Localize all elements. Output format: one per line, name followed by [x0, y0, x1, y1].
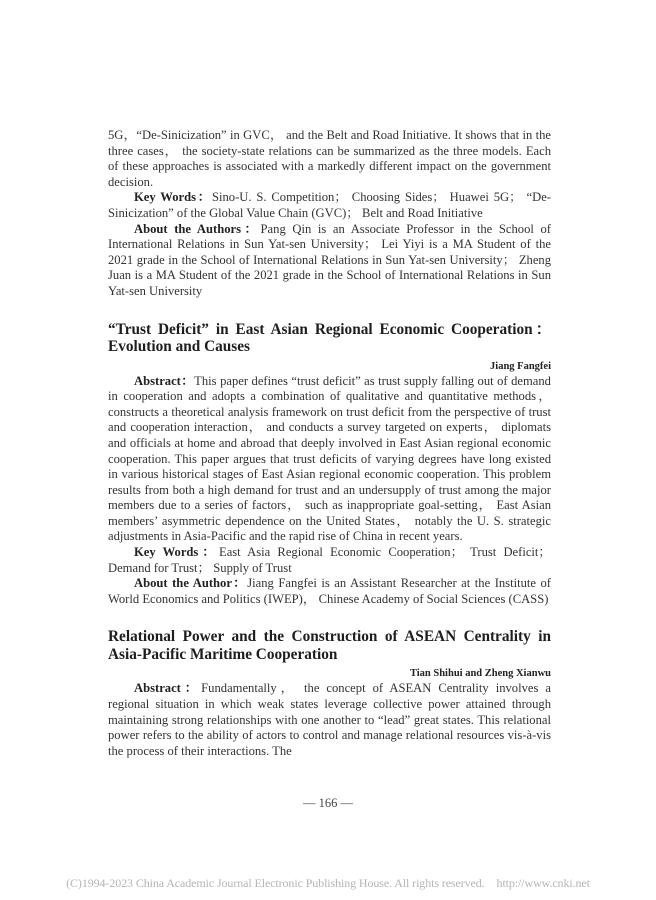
- abstract-continuation: 5G，“De-Sinicization” in GVC， and the Belt and Road Initiative. It shows that in the three cases， the society-state relations can be summarized as the three models. Each of these approaches is associated with a markedly different impact on the government decision.: [108, 128, 551, 189]
- article-title: Relational Power and the Construction of ASEAN Centrality in Asia-Pacific Maritime Cooperation: [108, 628, 551, 663]
- copyright-text: (C)1994-2023 China Academic Journal Electronic Publishing House. All rights reserved.: [66, 876, 485, 890]
- key-words-label: Key Words：: [134, 545, 219, 560]
- abstract-label: Abstract：: [134, 681, 202, 696]
- previous-article-continuation: [108, 128, 551, 300]
- about-author-paragraph: [108, 576, 551, 607]
- key-words-text: East Asia Regional Economic Cooperation； Trust Deficit； Demand for Trust； Supply of Trust: [108, 545, 552, 575]
- article-trust-deficit: [108, 321, 551, 608]
- article-title: “Trust Deficit” in East Asian Regional Economic Cooperation： Evolution and Causes: [108, 320, 551, 356]
- journal-page: [108, 128, 551, 759]
- key-words-label: Key Words：: [134, 190, 212, 205]
- key-words-text: Sino-U. S. Competition； Choosing Sides； Huawei 5G； “De-Sinicization” of the Global Value Chain (GVC)； Belt and Road Initiative: [108, 190, 551, 220]
- abstract-text: Fundamentally， the concept of ASEAN Centrality involves a regional situation in which weak states leverage collective power attained through maintaining strong relationships with one another to “lead” great states. This relational power refers to the ability of actors to control and manage relational resources vis-à-vis the process of their interactions. The: [108, 681, 551, 758]
- about-authors-label: About the Authors：: [134, 221, 261, 236]
- about-author-label: About the Author：: [134, 576, 248, 591]
- about-authors-paragraph: [108, 222, 551, 300]
- about-authors-text: Pang Qin is an Associate Professor in the School of International Relations in Sun Yat-sen University； Lei Yiyi is a MA Student of the 2021 grade in the School of International Relations in Sun Yat-sen University； Zheng Juan is a MA Student of the 2021 grade in the School of International Relations in Sun Yat-sen University: [108, 221, 551, 298]
- about-author-text: Jiang Fangfei is an Assistant Researcher at the Institute of World Economics and Politics (IWEP)， Chinese Academy of Social Sciences (CASS): [108, 576, 551, 606]
- abstract-paragraph: [108, 681, 551, 759]
- cnki-link[interactable]: http://www.cnki.net: [496, 876, 590, 890]
- article-authors: Tian Shihui and Zheng Xianwu: [409, 668, 551, 680]
- copyright-footer: [0, 876, 656, 891]
- abstract-label: Abstract：: [134, 373, 195, 388]
- page-number: — 166 —: [303, 796, 353, 810]
- abstract-paragraph: [108, 374, 551, 546]
- key-words-paragraph: [108, 190, 551, 221]
- key-words-paragraph: [108, 545, 551, 576]
- abstract-text: This paper defines “trust deficit” as trust supply falling out of demand in cooperation and adopts a combination of qualitative and quantitative methods， constructs a theoretical analysis framework on trust deficit from the perspective of trust and cooperation interaction， and conducts a survey targeted on experts， diplomats and officials at home and abroad that deeply involved in East Asian regional economic cooperation. This paper argues that trust deficits of varying degrees have long existed in various historical stages of East Asian regional economic cooperation. This problem results from both a high demand for trust and an undersupply of trust among the major members due to a series of factors， such as inappropriate goal-setting， East Asian members’ asymmetric dependence on the United States， notably the U. S. strategic adjustments in Asia-Pacific and the rapid rise of China in recent years.: [108, 373, 551, 544]
- article-authors: Jiang Fangfei: [490, 360, 551, 372]
- article-asean-centrality: [108, 628, 551, 759]
